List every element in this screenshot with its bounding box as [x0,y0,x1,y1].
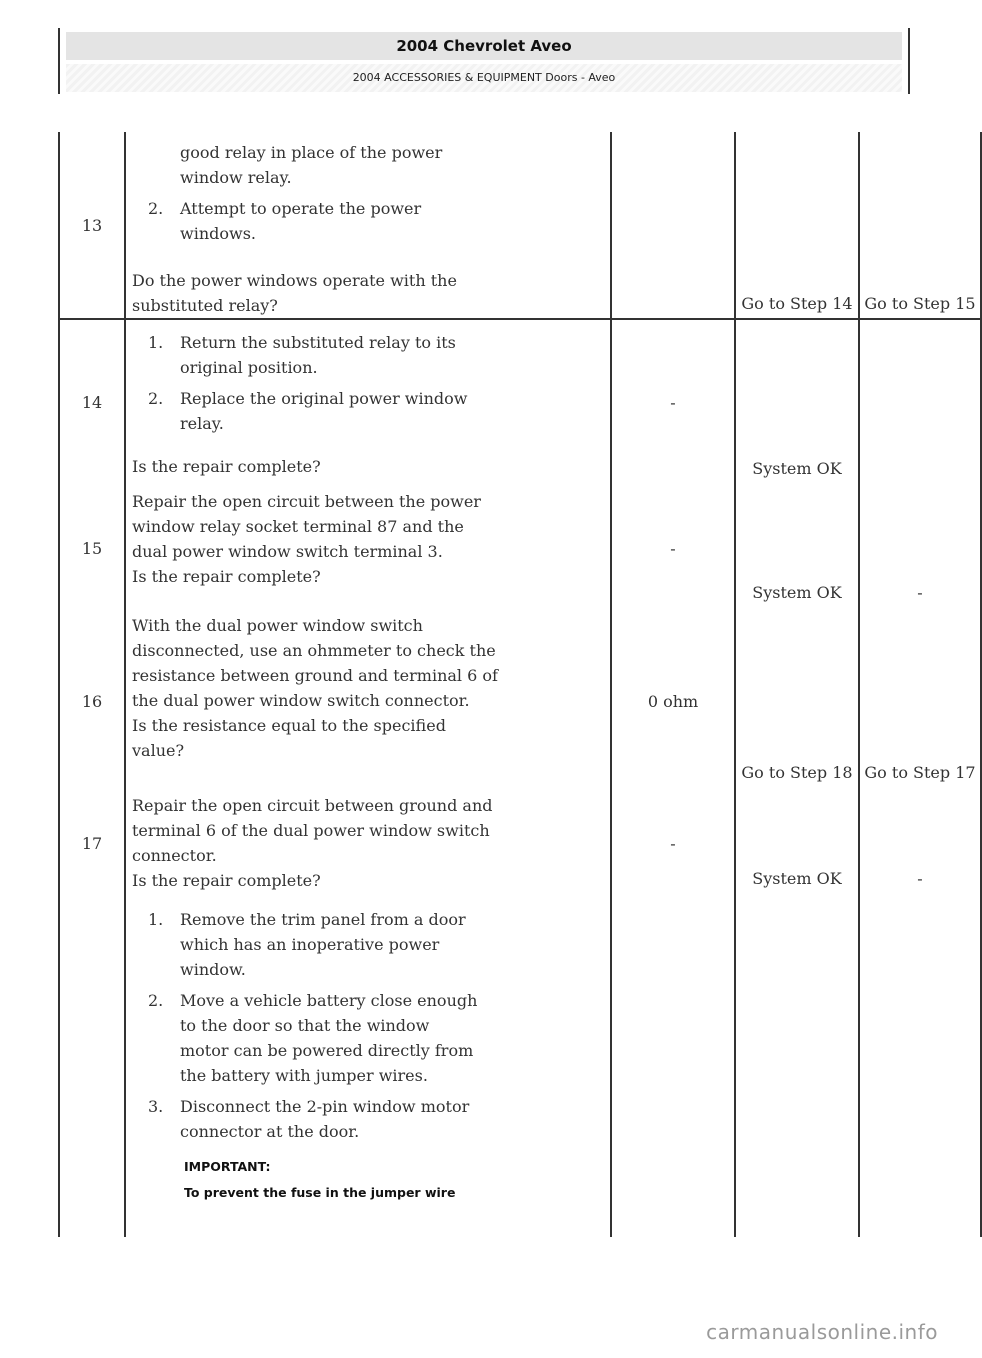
no-cell: - [859,791,981,895]
table-row [59,895,981,1237]
section-subtitle: 2004 ACCESSORIES & EQUIPMENT Doors - Aveo [66,64,902,92]
yes-cell: Go to Step 14 [735,132,859,319]
yes-cell [735,895,859,1237]
action-item: good relay in place of the power window relay. [180,143,443,187]
no-cell [859,319,981,485]
action-cell [125,132,611,319]
yes-cell: System OK [735,791,859,895]
value-cell [611,132,735,319]
table-row [59,485,981,611]
step-number: 17 [59,791,125,895]
step-number: 15 [59,485,125,611]
question-text: Is the repair complete? [132,457,321,476]
action-item: 2. Attempt to operate the power windows. [148,199,422,243]
vehicle-title: 2004 Chevrolet Aveo [66,32,902,60]
action-cell [125,791,611,895]
action-text: Repair the open circuit between ground and terminal 6 of the dual power window switch connector. [132,796,493,865]
table-row [59,319,981,485]
no-cell [859,895,981,1237]
action-cell [125,895,611,1237]
action-cell [125,611,611,791]
yes-cell: Go to Step 18 [735,611,859,791]
action-item: 3. Disconnect the 2-pin window motor connector at the door. [148,1097,470,1141]
page-header [58,28,910,94]
yes-cell: System OK [735,485,859,611]
question-text: Is the repair complete? [132,567,321,586]
value-cell: 0 ohm [611,611,735,791]
no-cell: Go to Step 15 [859,132,981,319]
no-cell: - [859,485,981,611]
question-text: Is the resistance equal to the specified value? [132,716,446,760]
value-cell: - [611,319,735,485]
action-item: 2. Replace the original power window relay. [148,389,468,433]
important-label: IMPORTANT: [184,1159,271,1174]
action-item: 1. Return the substituted relay to its original position. [148,333,456,377]
important-text: To prevent the fuse in the jumper wire [184,1185,456,1200]
table-row [59,611,981,791]
step-number: 16 [59,611,125,791]
step-number [59,895,125,1237]
step-number: 14 [59,319,125,485]
table-row [59,132,981,319]
diagnostic-table [58,132,982,1237]
action-text: With the dual power window switch disconnected, use an ohmmeter to check the resistance between ground and terminal 6 of the dual power window switch connector. [132,616,498,710]
watermark: carmanualsonline.info [706,1320,938,1344]
no-cell: Go to Step 17 [859,611,981,791]
value-cell: - [611,791,735,895]
value-cell: - [611,485,735,611]
action-item: 1. Remove the trim panel from a door which has an inoperative power window. [148,910,466,979]
yes-cell: System OK [735,319,859,485]
table-row [59,791,981,895]
question-text: Do the power windows operate with the substituted relay? [132,271,457,315]
action-text: Repair the open circuit between the power window relay socket terminal 87 and the dual power window switch terminal 3. [132,492,481,561]
action-item: 2. Move a vehicle battery close enough to the door so that the window motor can be powered directly from the battery with jumper wires. [148,991,478,1085]
action-cell [125,485,611,611]
value-cell [611,895,735,1237]
step-number: 13 [59,132,125,319]
action-cell [125,319,611,485]
question-text: Is the repair complete? [132,871,321,890]
